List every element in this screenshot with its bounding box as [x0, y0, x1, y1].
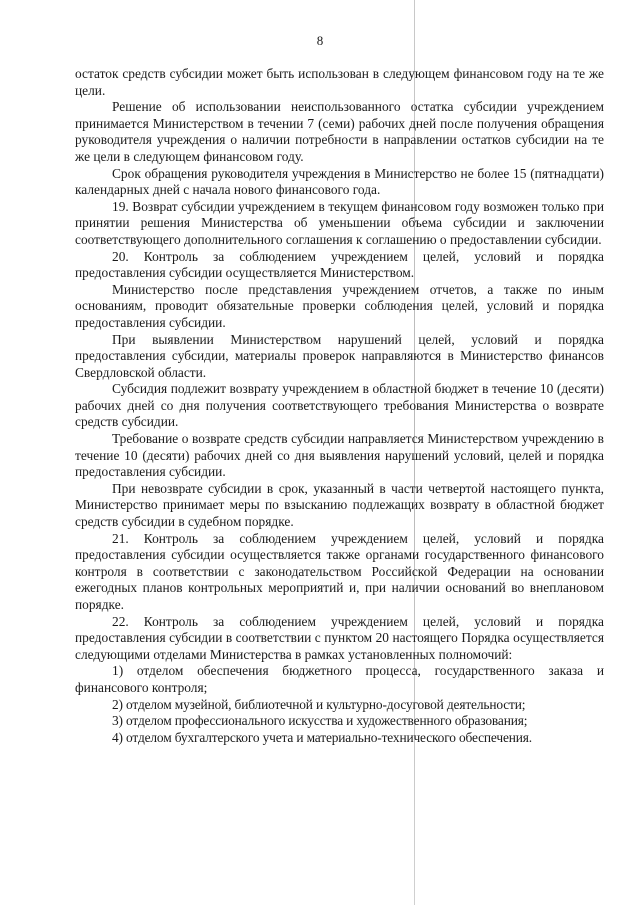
paragraph: 19. Возврат субсидии учреждением в текущем финансовом году возможен только при принятии решения Министерства об уменьшении объема субсидии и заключении соответствующего дополнительного соглашения к соглашению о предоставлении субсидии. [75, 198, 604, 247]
list-item: 1) отделом обеспечения бюджетного процесса, государственного заказа и финансового контроля; [75, 663, 604, 695]
list-item: 4) отделом бухгалтерского учета и материально-технического обеспечения. [112, 729, 532, 745]
paragraph: При невозврате субсидии в срок, указанный в части четвертой настоящего пункта, Министерство принимает меры по взысканию подлежащих возврату в областной бюджет средств субсидии в судебном порядке. [75, 480, 604, 530]
paragraph: 20. Контроль за соблюдением учреждением целей, условий и порядка предоставления субсидии осуществляется Министерством. [75, 248, 604, 281]
paragraph: Субсидия подлежит возврату учреждением в областной бюджет в течение 10 (десяти) рабочих дней со дня получения соответствующего требования Министерства о возврате средств субсидии. [75, 381, 604, 430]
paragraph: Министерство после представления учреждением отчетов, а также по иным основаниям, проводит обязательные проверки соблюдения целей, условий и порядка предоставления субсидии. [75, 281, 604, 330]
paragraph: Срок обращения руководителя учреждения в Министерство не более 15 (пятнадцати) календарных дней с начала нового финансового года. [75, 165, 604, 198]
document-body [75, 66, 604, 746]
list-item: 2) отделом музейной, библиотечной и культурно-досуговой деятельности; [112, 696, 526, 712]
paragraph: остаток средств субсидии может быть использован в следующем финансовом году на те же цели. [75, 66, 604, 98]
paragraph: Решение об использовании неиспользованного остатка субсидии учреждением принимается Министерством в течении 7 (семи) рабочих дней после получения обращения руководителя учреждения о наличии потребности в направлении остатков субсидии на те же цели в следующем финансовом году. [75, 99, 604, 164]
page-number: 8 [316, 33, 324, 48]
paragraph: 22. Контроль за соблюдением учреждением целей, условий и порядка предоставления субсидии в соответствии с пунктом 20 настоящего Порядка осуществляется следующими отделами Министерства в рамках установленных полномочий: [75, 613, 604, 662]
list-item: 3) отделом профессионального искусства и художественного образования; [112, 713, 528, 729]
paragraph: При выявлении Министерством нарушений целей, условий и порядка предоставления субсидии, материалы проверок направляются в Министерство финансов Свердловской области. [75, 331, 604, 380]
paragraph: 21. Контроль за соблюдением учреждением целей, условий и порядка предоставления субсидии осуществляется также органами государственного финансового контроля в соответствии с законодательством Российской Федерации на основании ежегодных планов контрольных мероприятий и, при наличии оснований во внеплановом порядке. [75, 530, 604, 612]
paragraph: Требование о возврате средств субсидии направляется Министерством учреждению в течение 10 (десяти) рабочих дней со дня выявления нарушений условий, целей и порядка предоставления субсидии. [75, 431, 604, 480]
